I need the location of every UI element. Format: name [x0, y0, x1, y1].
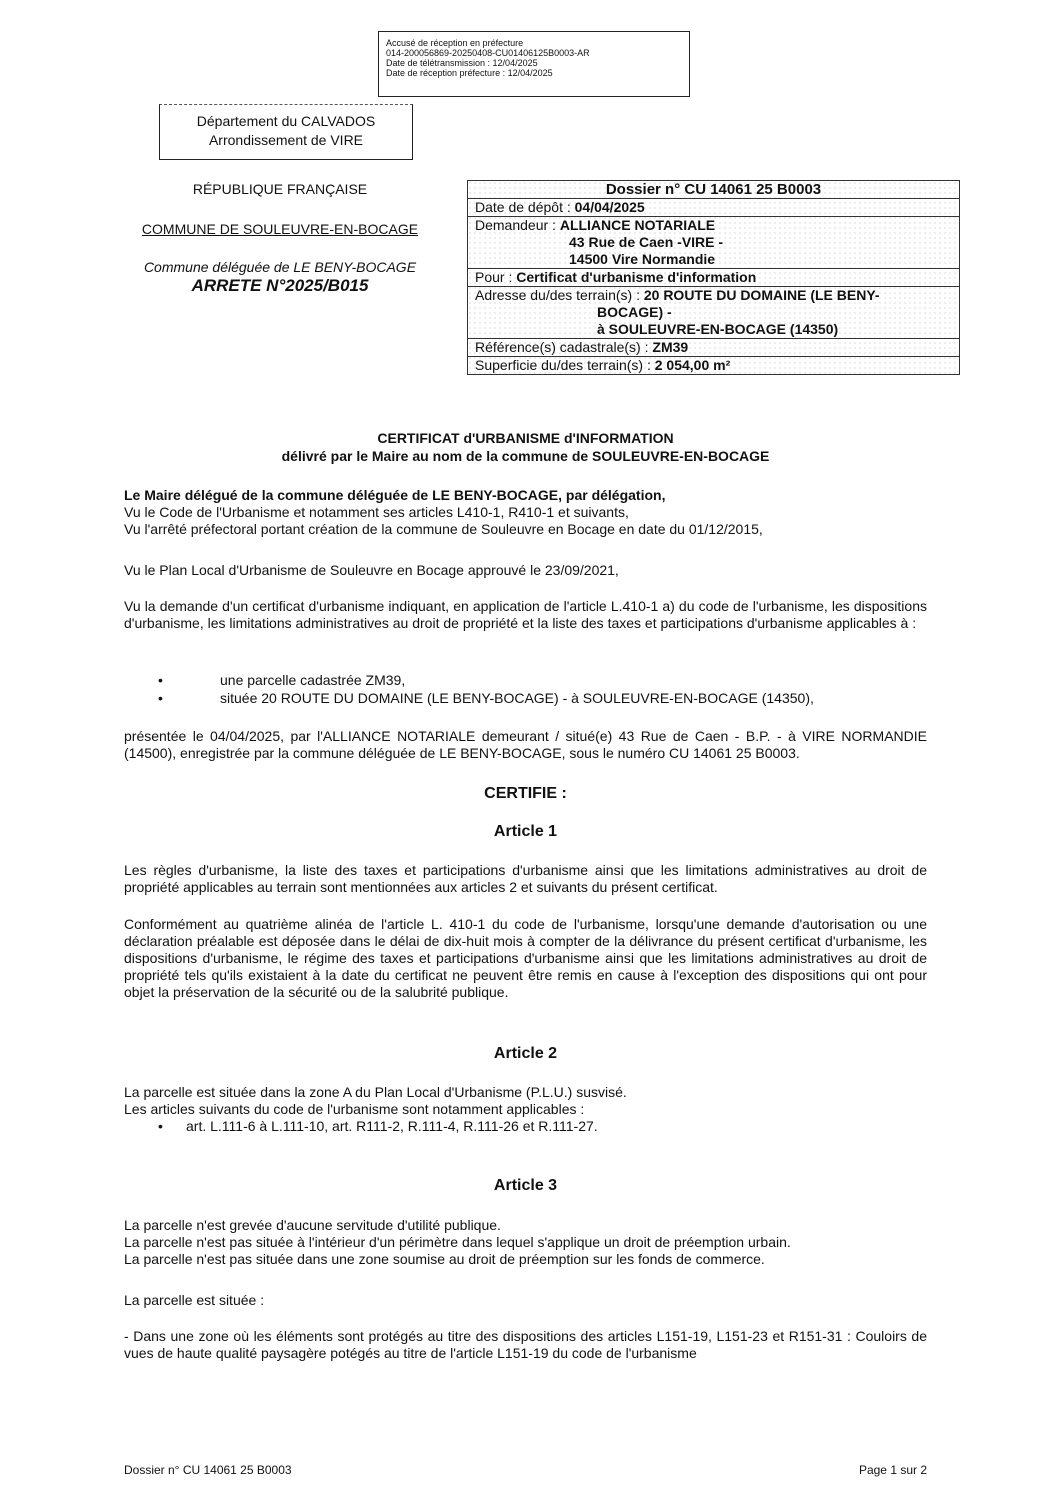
demandeur-label: Demandeur : [475, 217, 560, 233]
dossier-superficie-row [468, 357, 960, 375]
adresse-value-2: BOCAGE) - [597, 304, 672, 320]
department-box [159, 104, 413, 160]
commune-deleguee-label: Commune déléguée de LE BENY-BOCAGE [143, 259, 417, 275]
article-2-line-1: La parcelle est située dans la zone A du Plan Local d'Urbanisme (P.L.U.) susvisé. [124, 1084, 627, 1100]
republique-label: RÉPUBLIQUE FRANÇAISE [192, 181, 368, 197]
article-2-heading: Article 2 [493, 1045, 558, 1062]
article-1-heading: Article 1 [493, 823, 558, 840]
article-1-paragraph-1: Les règles d'urbanisme, la liste des taxes et participations d'urbanisme ainsi que les limitations administratives au droit de propriété applicables au terrain sont mentionnées aux articles 2 et suivants du présent certificat. [124, 862, 927, 895]
article-3-block [124, 1217, 927, 1268]
article-3-line-4: La parcelle est située : [124, 1292, 265, 1308]
list-item [124, 1118, 927, 1135]
superficie-label: Superficie du/des terrain(s) : [475, 357, 655, 373]
date-label: Date de dépôt : [475, 199, 575, 215]
vu-plu-line: Vu le Plan Local d'Urbanisme de Souleuvre en Bocage approuvé le 23/09/2021, [124, 562, 619, 578]
list-item-text: art. L.111-6 à L.111-10, art. R111-2, R.111-4, R.111-26 et R.111-27. [186, 1118, 598, 1134]
superficie-value: 2 054,00 m² [654, 357, 731, 373]
intro-block [124, 487, 927, 538]
stamp-line: Date de télétransmission : 12/04/2025 [386, 58, 538, 68]
dossier-demandeur-row [468, 217, 960, 269]
reference-label: Référence(s) cadastrale(s) : [475, 339, 653, 355]
maire-line: Le Maire délégué de la commune déléguée de LE BENY-BOCAGE, par délégation, [124, 487, 666, 503]
article-3-line-2: La parcelle n'est pas située à l'intérieur d'un périmètre dans lequel s'applique un droit de préemption urbain. [124, 1234, 791, 1250]
article-3-line-3: La parcelle n'est pas située dans une zone soumise au droit de préemption sur les fonds de commerce. [124, 1251, 765, 1267]
dossier-table [467, 180, 960, 375]
article-3-line-5: - Dans une zone où les éléments sont protégés au titre des dispositions des articles L151-19, L151-23 et R151-31 : Couloirs de vues de haute qualité paysagère potégés au titre de l'article L151-19 du code de l'urbanisme [124, 1328, 927, 1361]
arrete-number: ARRETE N°2025/B015 [191, 276, 369, 295]
article-1-paragraph-2: Conformément au quatrième alinéa de l'article L. 410-1 du code de l'urbanisme, lorsqu'une demande d'autorisation ou une déclaration préalable est déposée dans le délai de dix-huit mois à compter de la délivrance du présent certificat d'urbanisme, les dispositions d'urbanisme, le régime des taxes et participations d'urbanisme ainsi que les limitations administratives au droit de propriété tels qu'ils existaient à la date du certificat ne peuvent être remis en cause à l'exception des dispositions qui ont pour objet la préservation de la sécurité ou de la salubrité publique. [124, 916, 927, 1000]
footer-dossier: Dossier n° CU 14061 25 B0003 [124, 1463, 292, 1477]
adresse-label: Adresse du/des terrain(s) : [475, 287, 644, 303]
dossier-title: Dossier n° CU 14061 25 B0003 [468, 181, 960, 199]
stamp-line: Date de réception préfecture : 12/04/2025 [386, 68, 553, 78]
bullet-icon: • [158, 1118, 163, 1134]
dossier-adresse-row [468, 287, 960, 339]
vu-demande-paragraph: Vu la demande d'un certificat d'urbanisme indiquant, en application de l'article L.410-1 a) du code de l'urbanisme, les dispositions d'urbanisme, les limitations administratives au droit de propriété et la liste des taxes et participations d'urbanisme applicables à : [124, 598, 927, 631]
article-3-line-1: La parcelle n'est grevée d'aucune servitude d'utilité publique. [124, 1217, 501, 1233]
arrondissement-line: Arrondissement de VIRE [208, 132, 364, 148]
certificate-subtitle: délivré par le Maire au nom de la commune de SOULEUVRE-EN-BOCAGE [281, 448, 770, 464]
list-item [124, 690, 927, 707]
stamp-line: Accusé de réception en préfecture [386, 38, 524, 48]
department-line: Département du CALVADOS [196, 113, 376, 129]
demandeur-address-2: 14500 Vire Normandie [569, 251, 716, 267]
stamp-line: 014-200056869-20250408-CU01406125B0003-AR [386, 48, 590, 58]
pour-value: Certificat d'urbanisme d'information [516, 269, 757, 285]
adresse-value-1: 20 ROUTE DU DOMAINE (LE BENY- [643, 287, 880, 303]
article-2-block [124, 1084, 927, 1135]
dossier-reference-row [468, 339, 960, 357]
bullet-icon: • [158, 690, 163, 706]
dossier-date-row [468, 199, 960, 217]
article-2-line-2: Les articles suivants du code de l'urbanisme sont notamment applicables : [124, 1101, 585, 1117]
reception-stamp [378, 31, 690, 97]
adresse-value-3: à SOULEUVRE-EN-BOCAGE (14350) [597, 321, 839, 337]
pour-label: Pour : [475, 269, 517, 285]
certifie-heading: CERTIFIE : [484, 785, 567, 802]
dossier-pour-row [468, 269, 960, 287]
vu-code-line: Vu le Code de l'Urbanisme et notamment ses articles L410-1, R410-1 et suivants, [124, 504, 629, 520]
list-item-text: une parcelle cadastrée ZM39, [220, 672, 406, 688]
demandeur-address-1: 43 Rue de Caen -VIRE - [569, 234, 724, 250]
list-item [124, 672, 927, 689]
vu-arrete-line: Vu l'arrêté préfectoral portant création de la commune de Souleuvre en Bocage en date du 01/12/2015, [124, 521, 763, 537]
parcel-list [124, 672, 927, 707]
commune-label: COMMUNE DE SOULEUVRE-EN-BOCAGE [141, 221, 419, 237]
date-value: 04/04/2025 [574, 199, 645, 215]
reference-value: ZM39 [652, 339, 689, 355]
demandeur-name: ALLIANCE NOTARIALE [559, 217, 716, 233]
presentee-paragraph: présentée le 04/04/2025, par l'ALLIANCE NOTARIALE demeurant / situé(e) 43 Rue de Caen - B.P. - à VIRE NORMANDIE (14500), enregistrée par la commune déléguée de LE BENY-BOCAGE, sous le numéro CU 14061 25 B0003. [124, 728, 927, 761]
certificate-title: CERTIFICAT d'URBANISME d'INFORMATION [377, 430, 674, 446]
list-item-text: située 20 ROUTE DU DOMAINE (LE BENY-BOCAGE) - à SOULEUVRE-EN-BOCAGE (14350), [220, 690, 814, 706]
bullet-icon: • [158, 672, 163, 688]
footer-page-number: Page 1 sur 2 [858, 1463, 927, 1477]
article-3-heading: Article 3 [493, 1177, 558, 1194]
